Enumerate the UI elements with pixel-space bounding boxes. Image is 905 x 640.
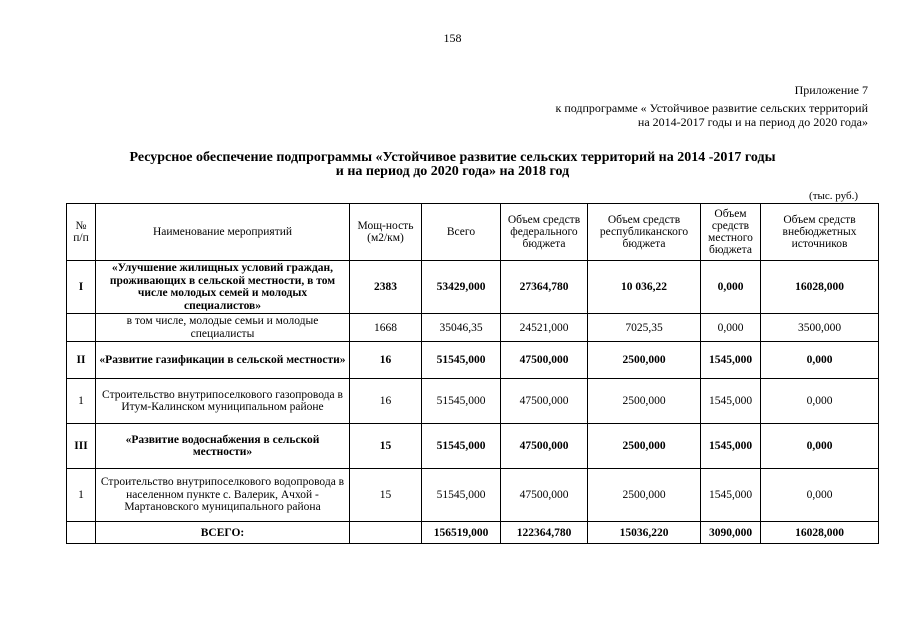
row-local: 0,000 <box>701 261 761 314</box>
row-total: 35046,35 <box>422 314 501 342</box>
row-federal: 24521,000 <box>501 314 588 342</box>
header-number: № п/п <box>67 204 96 261</box>
row-federal: 27364,780 <box>501 261 588 314</box>
row-extra: 0,000 <box>761 424 879 469</box>
units-label: (тыс. руб.) <box>809 190 858 202</box>
appendix-reference-line-1: к подпрограмме « Устойчивое развитие сельских территорий <box>555 101 868 115</box>
table-row <box>67 469 879 522</box>
row-local: 1545,000 <box>701 342 761 379</box>
row-extra: 16028,000 <box>761 261 879 314</box>
totals-number <box>67 522 96 544</box>
header-capacity: Мощ-ность (м2/км) <box>350 204 422 261</box>
resource-table <box>66 203 879 544</box>
table-row <box>67 424 879 469</box>
row-total: 51545,000 <box>422 469 501 522</box>
row-republic: 2500,000 <box>588 379 701 424</box>
header-federal: Объем средств федерального бюджета <box>501 204 588 261</box>
row-number: I <box>67 261 96 314</box>
totals-total: 156519,000 <box>422 522 501 544</box>
totals-label: ВСЕГО: <box>96 522 350 544</box>
row-name: «Развитие водоснабжения в сельской местности» <box>96 424 350 469</box>
row-extra: 0,000 <box>761 379 879 424</box>
row-number: 1 <box>67 379 96 424</box>
header-local: Объем средств местного бюджета <box>701 204 761 261</box>
row-local: 0,000 <box>701 314 761 342</box>
row-republic: 7025,35 <box>588 314 701 342</box>
totals-federal: 122364,780 <box>501 522 588 544</box>
row-name: Строительство внутрипоселкового водопровода в населенном пункте с. Валерик, Ачхой - Мартановского муниципального района <box>96 469 350 522</box>
totals-row <box>67 522 879 544</box>
totals-capacity <box>350 522 422 544</box>
header-republic: Объем средств республиканского бюджета <box>588 204 701 261</box>
appendix-label: Приложение 7 <box>794 83 868 97</box>
table-row <box>67 342 879 379</box>
document-title <box>60 151 845 179</box>
row-federal: 47500,000 <box>501 379 588 424</box>
row-number: II <box>67 342 96 379</box>
row-name: в том числе, молодые семьи и молодые специалисты <box>96 314 350 342</box>
row-number <box>67 314 96 342</box>
row-federal: 47500,000 <box>501 424 588 469</box>
totals-extra: 16028,000 <box>761 522 879 544</box>
row-republic: 2500,000 <box>588 424 701 469</box>
table-row <box>67 314 879 342</box>
row-republic: 2500,000 <box>588 469 701 522</box>
row-local: 1545,000 <box>701 379 761 424</box>
row-extra: 0,000 <box>761 469 879 522</box>
page-number: 158 <box>443 31 462 45</box>
row-name: «Улучшение жилищных условий граждан, проживающих в сельской местности, в том числе молодых семей и молодых специалистов» <box>96 261 350 314</box>
table-row <box>67 261 879 314</box>
header-extra: Объем средств внебюджетных источников <box>761 204 879 261</box>
row-capacity: 16 <box>350 342 422 379</box>
row-number: 1 <box>67 469 96 522</box>
row-name: Строительство внутрипоселкового газопровода в Итум-Калинском муниципальном районе <box>96 379 350 424</box>
row-total: 51545,000 <box>422 379 501 424</box>
totals-republic: 15036,220 <box>588 522 701 544</box>
row-extra: 3500,000 <box>761 314 879 342</box>
header-total: Всего <box>422 204 501 261</box>
document-title-line-2: и на период до 2020 года» на 2018 год <box>335 164 570 179</box>
row-number: III <box>67 424 96 469</box>
row-capacity: 15 <box>350 469 422 522</box>
row-capacity: 2383 <box>350 261 422 314</box>
row-republic: 10 036,22 <box>588 261 701 314</box>
row-federal: 47500,000 <box>501 469 588 522</box>
row-local: 1545,000 <box>701 424 761 469</box>
appendix-reference-line-2: на 2014-2017 годы и на период до 2020 года» <box>637 115 868 129</box>
row-federal: 47500,000 <box>501 342 588 379</box>
document-title-line-1: Ресурсное обеспечение подпрограммы «Устойчивое развитие сельских территорий на 2014 -2017 годы <box>129 150 776 165</box>
row-local: 1545,000 <box>701 469 761 522</box>
row-capacity: 1668 <box>350 314 422 342</box>
table-row <box>67 379 879 424</box>
row-capacity: 16 <box>350 379 422 424</box>
appendix-reference <box>555 101 868 129</box>
header-name: Наименование мероприятий <box>96 204 350 261</box>
row-total: 53429,000 <box>422 261 501 314</box>
row-republic: 2500,000 <box>588 342 701 379</box>
row-name: «Развитие газификации в сельской местности» <box>96 342 350 379</box>
table-header-row <box>67 204 879 261</box>
row-total: 51545,000 <box>422 342 501 379</box>
row-extra: 0,000 <box>761 342 879 379</box>
row-total: 51545,000 <box>422 424 501 469</box>
row-capacity: 15 <box>350 424 422 469</box>
totals-local: 3090,000 <box>701 522 761 544</box>
